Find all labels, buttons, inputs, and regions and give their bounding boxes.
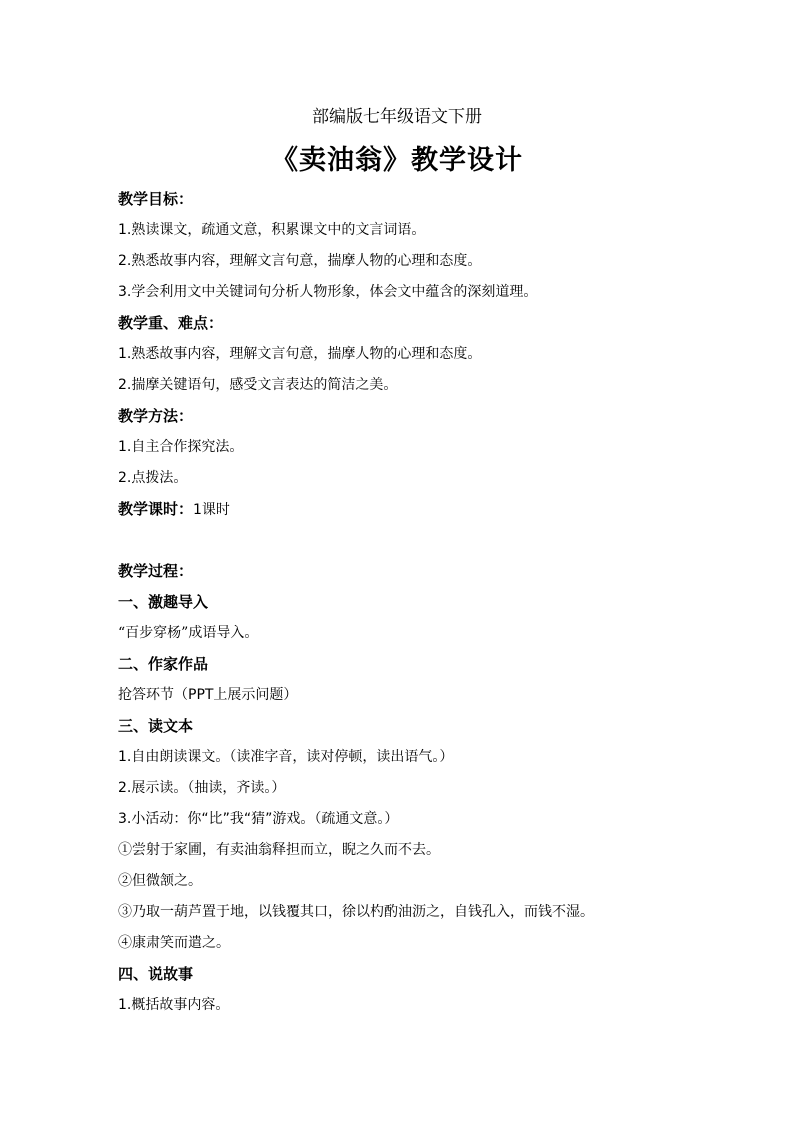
objective-item: 1.熟读课文，疏通文意，积累课文中的文言词语。 [118,222,426,238]
class-hours-line [118,494,718,525]
process-item: “百步穿杨”成语导入。 [118,625,259,641]
process-heading: 教学过程： [118,562,194,580]
method-item: 2.点拨法。 [118,470,188,486]
document-subtitle: 部编版七年级语文下册 [312,107,482,127]
objectives-heading: 教学目标： [118,190,194,208]
process-item: 3.小活动：你“比”我“猜”游戏。（疏通文意。） [118,811,399,827]
objective-item: 2.熟悉故事内容，理解文言句意，揣摩人物的心理和态度。 [118,253,482,269]
document-title: 《卖油翁》教学设计 [271,145,523,176]
methods-heading: 教学方法： [118,407,194,425]
process-item: 2.展示读。（抽读，齐读。） [118,780,286,796]
process-section-heading: 三、读文本 [118,717,194,735]
class-hours-value: 1课时 [193,502,230,518]
process-item: 抢答环节（PPT上展示问题） [118,687,298,703]
key-points-heading: 教学重、难点： [118,314,224,332]
key-point-item: 1.熟悉故事内容，理解文言句意，揣摩人物的心理和态度。 [118,346,482,362]
objective-item: 3.学会利用文中关键词句分析人物形象，体会文中蕴含的深刻道理。 [118,284,538,300]
spacer [118,525,718,556]
process-section-heading: 二、作家作品 [118,655,209,673]
key-point-item: 2.揣摩关键语句，感受文言表达的简洁之美。 [118,377,398,393]
process-item: ②但微颔之。 [118,873,202,889]
process-item: ③乃取一葫芦置于地，以钱覆其口，徐以杓酌油沥之，自钱孔入，而钱不湿。 [118,904,594,920]
process-section-heading: 一、激趣导入 [118,593,209,611]
process-item: 1.概括故事内容。 [118,997,230,1013]
process-item: ①尝射于家圃，有卖油翁释担而立，睨之久而不去。 [118,842,440,858]
process-item: ④康肃笑而遣之。 [118,935,230,951]
document-body [118,184,718,1021]
method-item: 1.自主合作探究法。 [118,439,244,455]
process-section-heading: 四、说故事 [118,965,194,983]
class-hours-label: 教学课时： [118,500,194,518]
process-item: 1.自由朗读课文。（读准字音，读对停顿，读出语气。） [118,749,454,765]
